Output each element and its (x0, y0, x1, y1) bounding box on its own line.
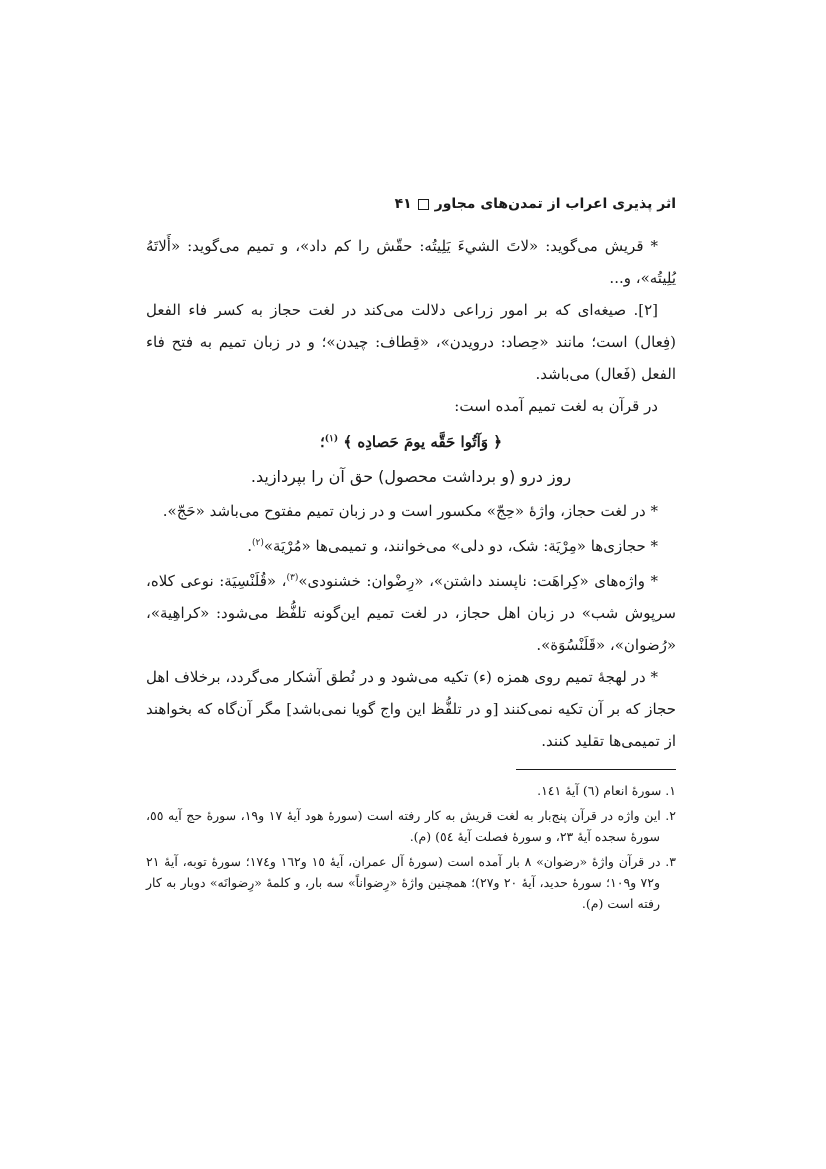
running-header (146, 190, 676, 218)
paragraph-5-end: . (247, 537, 252, 555)
footnote-ref-1: (۱) (324, 434, 339, 444)
footnote-1: ۱. سورهٔ انعام (٦) آیهٔ ١٤١. (537, 783, 676, 798)
verse-text: ﴿ وَآتُوا حَقَّه يومَ حَصادِه ﴾ (343, 433, 503, 451)
header-title: اثر پذیری اعراب از تمدن‌های مجاور (434, 196, 676, 212)
paragraph-1: * قریش می‌گوید: «لاتَ الشيءَ يَلِيتُه: حقّش را کم داد»، و تمیم می‌گوید: «أَلاتَهُ يُلِيتُه»، و... (146, 237, 676, 287)
verse-end-mark: ؛ (319, 433, 325, 451)
footnote-3: ۳. در قرآن واژهٔ «رضوان» ٨ بار آمده است (سورهٔ آل عمران، آیهٔ ١٥ و١٦٢ و١٧٤؛ سورهٔ توبه، آیهٔ ٢١ و٧٢ و١٠٩؛ سورهٔ حدید، آیهٔ ٢٠ و٢٧)؛ همچنین واژهٔ «رِضواناً» سه بار، و کلمهٔ «رِضوانَه» دوبار به کار رفته است (م). (146, 854, 676, 911)
quran-verse (146, 422, 676, 459)
footnote-ref-2: (۲) (251, 538, 264, 548)
paragraph-3: در قرآن به لغت تمیم آمده است: (454, 397, 658, 415)
footnote-2: ۲. این واژه در قرآن پنج‌بار به لغت قریش به کار رفته است (سورهٔ هود آیهٔ ١٧ و١٩، سورهٔ حج آیه ٥٥، سورهٔ سجده آیهٔ ٢٣، و سورهٔ فصلت آیهٔ ٥٤) (م). (146, 808, 676, 844)
verse-translation: روز درو (و برداشت محصول) حق آن را بپردازید. (250, 467, 572, 486)
footnote-divider (516, 769, 676, 770)
paragraph-6 (146, 562, 676, 661)
paragraph-6-text-a: * واژه‌های «كِراهَت: ناپسند داشتن»، «رِضْوان: خشنودی» (298, 572, 658, 590)
paragraph-2: [۲]. صیغه‌ای که بر امور زراعی دلالت می‌کند در لغت حجاز به کسر فاء الفعل (فِعال) است؛ مانند «حِصاد: درویدن»، «قِطاف: چیدن»؛ و در زبان تمیم به فتح فاء الفعل (فَعال) می‌باشد. (146, 301, 676, 383)
paragraph-4: * در لغت حجاز، واژهٔ «حِجّ» مکسور است و در زبان تمیم مفتوح می‌باشد «حَجّ». (162, 502, 658, 520)
footnote-ref-3: (۳) (286, 573, 299, 583)
document-page (146, 190, 676, 918)
paragraph-7: * در لهجهٔ تمیم روی همزه (ء) تکیه می‌شود و در نُطق آشکار می‌گردد، برخلاف اهل حجاز که بر آن تکیه نمی‌کنند [و در تلفُّظ این واج گویا نمی‌باشد] مگر آن‌گاه که بخواهند از تمیمی‌ها تقلید کنند. (146, 668, 676, 750)
paragraph-6-text-b: ، «قُلَنْسِيَة: نوعی کلاه، سرپوش شب» در زبان اهل حجاز، در لغت تمیم این‌گونه تلفُّظ می‌شود: «كراهِية»، «رُضوان»، «قَلَنْسُوَة». (146, 572, 676, 654)
paragraph-5 (146, 527, 676, 562)
page-number: ۴۱ (394, 196, 412, 212)
paragraph-5-text: * حجازی‌ها «مِرْيَة: شک، دو دلی» می‌خوانند، و تمیمی‌ها «مُرْيَة» (263, 537, 658, 555)
square-bullet-icon (418, 199, 429, 210)
